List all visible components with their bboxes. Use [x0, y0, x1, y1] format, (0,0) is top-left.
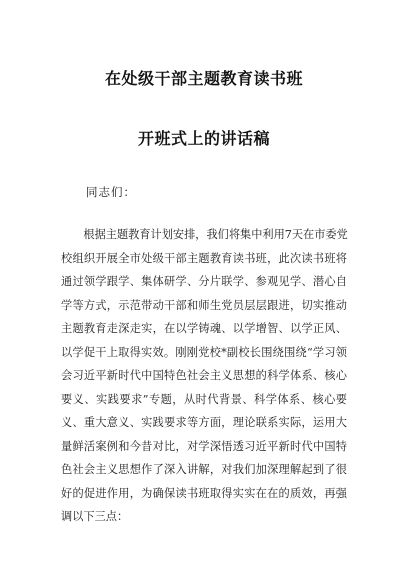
document-title-line-2: 开班式上的讲话稿	[137, 129, 270, 148]
paragraph-line: 主题教育走深走实，在以学铸魂、以学增智、以学正风、	[61, 322, 347, 335]
document-title-line-1: 在处级干部主题教育读书班	[104, 69, 303, 88]
paragraph-line: 调以下三点：	[61, 510, 129, 523]
paragraph-line: 以学促干上取得实效。刚刚党校*副校长围绕围绕“学习领	[61, 345, 347, 359]
paragraph-line: 色社会主义思想作了深入讲解，对我们加深理解起到了很	[61, 463, 347, 476]
paragraph-line: 通过领学跟学、集体研学、分片联学、参观见学、潜心自	[61, 275, 347, 288]
paragraph-line: 根据主题教育计划安排，我们将集中利用7天在市委党	[61, 228, 348, 241]
paragraph-line: 好的促进作用，为确保读书班取得实实在在的质效，再强	[61, 486, 347, 500]
salutation: 同志们：	[86, 185, 136, 199]
paragraph-line: 量鲜活案例和今昔对比，对学深悟透习近平新时代中国特	[61, 439, 347, 453]
body-paragraph	[61, 223, 347, 529]
paragraph-line: 校组织开展全市处级干部主题教育读书班，此次读书班将	[61, 251, 347, 265]
paragraph-line: 义、重大意义、实践要求等方面，理论联系实际，运用大	[61, 416, 347, 429]
paragraph-line: 要义、实践要求”专题，从时代背景、科学体系、核心要	[61, 392, 347, 406]
paragraph-line: 会习近平新时代中国特色社会主义思想的科学体系、核心	[61, 369, 347, 382]
paragraph-line: 学等方式，示范带动干部和师生党员层层跟进，切实推动	[61, 298, 347, 312]
